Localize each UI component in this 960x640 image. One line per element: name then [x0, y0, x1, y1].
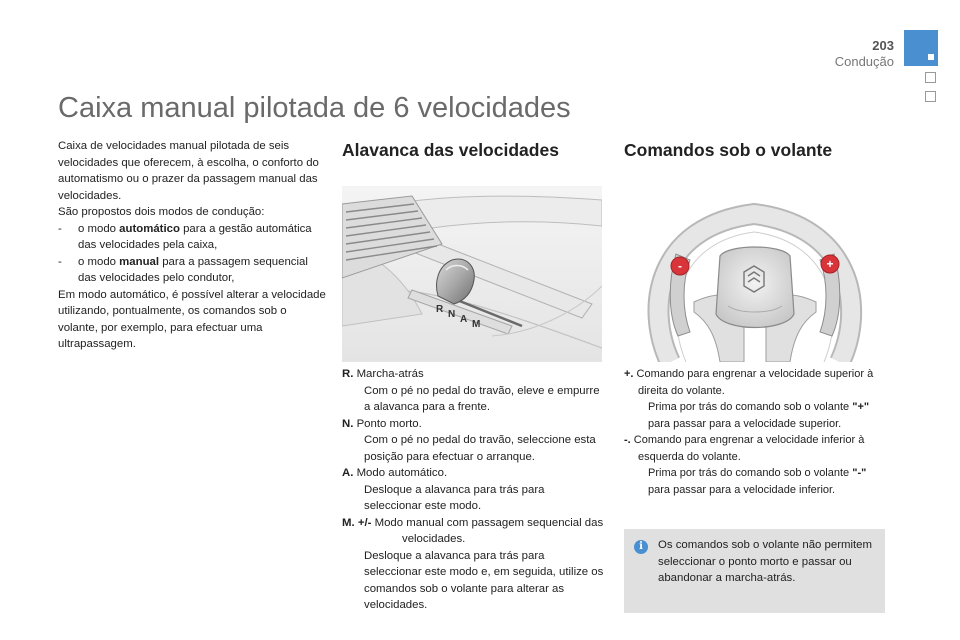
wheel-controls-list — [624, 366, 886, 498]
chapter-tab-active[interactable] — [904, 30, 938, 66]
plus-label: + — [826, 257, 834, 271]
gate-letter-m: M — [472, 319, 481, 330]
steering-wheel-illustration — [624, 186, 886, 362]
list-item-heading: A. Modo automático. — [342, 467, 448, 479]
intro-paragraph: Caixa de velocidades manual pilotada de seis velocidades que oferecem, à escolha, o conforto do automatismo ou o prazer da passagem manual das velocidades. — [58, 140, 319, 202]
list-item-bullet: Desloque a alavanca para trás para seleccionar este modo. — [364, 483, 545, 512]
gate-letter-a: A — [460, 314, 468, 325]
list-item-heading: +. Comando para engrenar a velocidade superior à direita do volante. — [624, 368, 874, 397]
intro-text — [58, 138, 326, 353]
chapter-name: Condução — [834, 54, 894, 69]
info-note — [624, 529, 885, 613]
page-title: Caixa manual pilotada de 6 velocidades — [58, 92, 571, 124]
info-icon: i — [634, 540, 648, 554]
mode-automatic-item: - o modo automático para a gestão automática das velocidades pela caixa, — [58, 222, 312, 251]
list-item-bullet: Desloque a alavanca para trás para seleccionar este modo e, em seguida, utilize os comandos sob o volante para alterar as velocidades. — [364, 549, 604, 611]
info-note-text: Os comandos sob o volante não permitem seleccionar o ponto morto e passar ou abandonar a marcha-atrás. — [658, 539, 873, 584]
list-item-bullet: Prima por trás do comando sob o volante "-" para passar para a velocidade inferior. — [648, 467, 867, 496]
chapter-tab[interactable] — [925, 72, 936, 83]
chapter-tab[interactable] — [925, 91, 936, 102]
lever-section-title: Alavanca das velocidades — [342, 140, 559, 160]
wheel-section-title: Comandos sob o volante — [624, 140, 833, 160]
intro-paragraph: Em modo automático, é possível alterar a velocidade utilizando, pontualmente, os comandos sob o volante, por exemplo, para efectuar uma ultrapassagem. — [58, 288, 326, 350]
intro-paragraph: São propostos dois modos de condução: — [58, 206, 265, 218]
gate-letter-n: N — [448, 309, 456, 320]
list-item-heading: N. Ponto morto. — [342, 417, 422, 430]
list-item-bullet: Prima por trás do comando sob o volante "+" para passar para a velocidade superior. — [648, 401, 870, 430]
list-item-heading: R. Marcha-atrás — [342, 368, 424, 380]
list-item-heading: -. Comando para engrenar a velocidade inferior à esquerda do volante. — [624, 434, 865, 463]
list-item-bullet: Com o pé no pedal do travão, eleve e empurre a alavanca para a frente. — [364, 384, 600, 413]
page-number: 203 — [872, 38, 894, 53]
minus-label: - — [678, 259, 682, 273]
list-item-bullet: Com o pé no pedal do travão, seleccione esta posição para efectuar o arranque. — [364, 434, 596, 463]
list-item-heading: M. +/- Modo manual com passagem sequencial das velocidades. — [342, 516, 604, 545]
lever-position-list — [342, 366, 604, 614]
gate-letter-r: R — [436, 304, 444, 315]
gear-lever-illustration — [342, 186, 602, 362]
mode-manual-item: - o modo manual para a passagem sequencial das velocidades pelo condutor, — [58, 255, 308, 284]
tab-marker-icon — [928, 54, 934, 60]
